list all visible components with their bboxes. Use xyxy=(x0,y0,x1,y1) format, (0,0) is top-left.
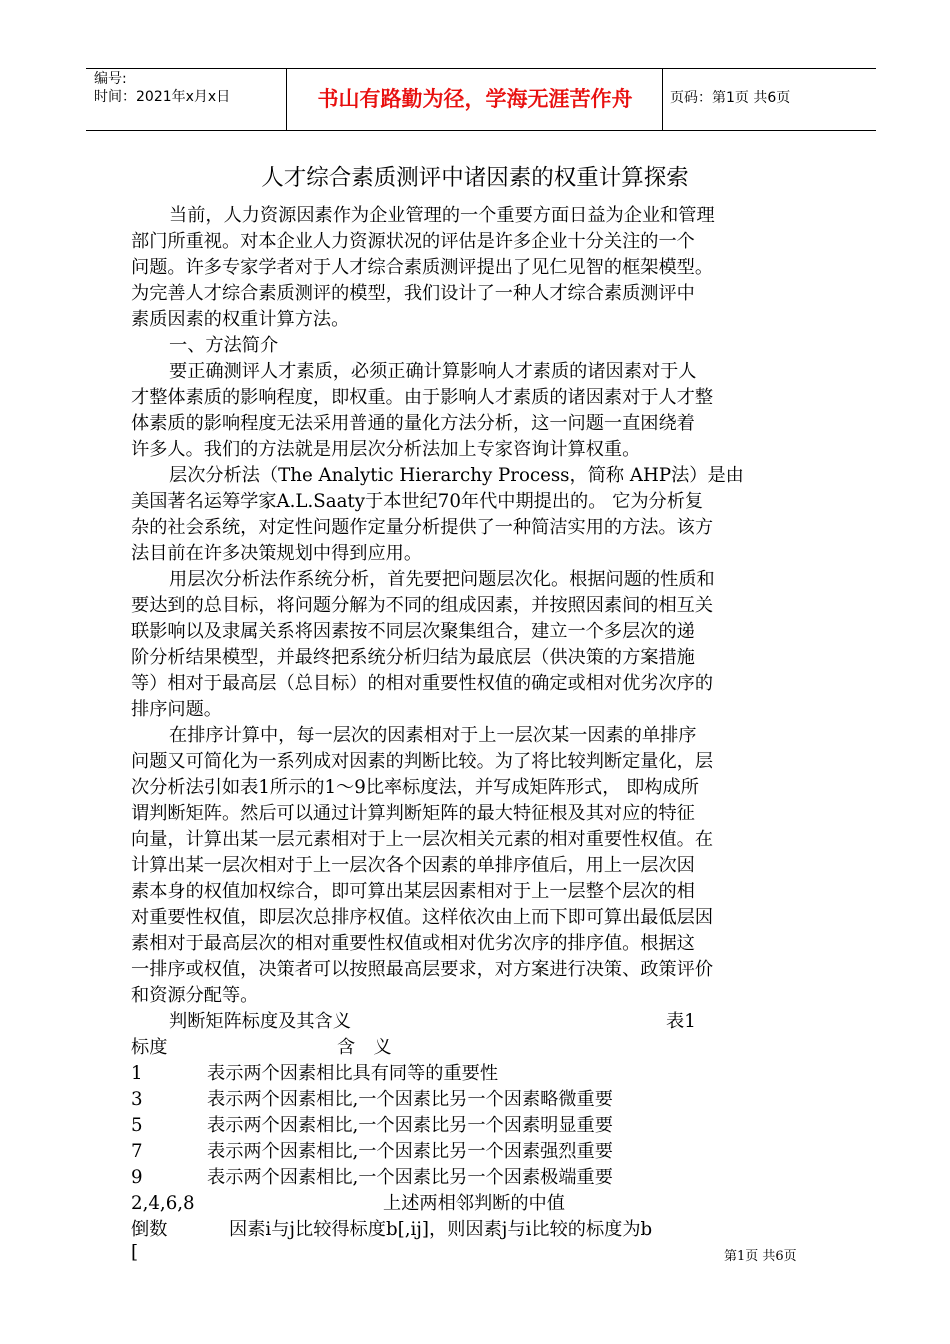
body-line: 层次分析法（The Analytic Hierarchy Process，简称 AHP法）是由 xyxy=(169,465,744,486)
body-line: 当前，人力资源因素作为企业管理的一个重要方面日益为企业和管理 xyxy=(169,205,715,226)
body-line: 许多人。我们的方法就是用层次分析法加上专家咨询计算权重。 xyxy=(131,439,641,460)
body-line: 谓判断矩阵。然后可以通过计算判断矩阵的最大特征根及其对应的特征 xyxy=(131,803,695,824)
body-line: 和资源分配等。 xyxy=(131,985,259,1006)
body-line: 向量，计算出某一层元素相对于上一层次相关元素的相对重要性权值。在 xyxy=(131,829,714,850)
table-trailing-text: [ xyxy=(131,1242,139,1263)
page-header xyxy=(86,68,876,131)
page-footer: 第1页 共6页 xyxy=(724,1249,797,1264)
table-cell-scale: 5 xyxy=(131,1115,143,1136)
body-line: 问题又可简化为一系列成对因素的判断比较。为了将比较判断定量化，层 xyxy=(131,751,714,772)
table-cell-scale: 1 xyxy=(131,1063,143,1084)
body-line: 法目前在许多决策规划中得到应用。 xyxy=(131,543,423,564)
body-line: 用层次分析法作系统分析，首先要把问题层次化。根据问题的性质和 xyxy=(169,569,715,590)
header-motto: 书山有路勤为径，学海无涯苦作舟 xyxy=(317,87,633,111)
body-line: 要达到的总目标，将问题分解为不同的组成因素，并按照因素间的相互关 xyxy=(131,595,714,616)
body-line: 一排序或权值，决策者可以按照最高层要求，对方案进行决策、政策评价 xyxy=(131,959,714,980)
section-heading: 一、方法简介 xyxy=(169,335,279,356)
body-line: 素本身的权值加权综合，即可算出某层因素相对于上一层整个层次的相 xyxy=(131,881,695,902)
table-cell-scale: 7 xyxy=(131,1141,143,1162)
table-cell-meaning: 表示两个因素相比,一个因素比另一个因素明显重要 xyxy=(207,1115,613,1136)
body-line: 要正确测评人才素质，必须正确计算影响人才素质的诸因素对于人 xyxy=(169,361,697,382)
table-cell-meaning: 表示两个因素相比,一个因素比另一个因素略微重要 xyxy=(207,1089,613,1110)
body-line: 问题。许多专家学者对于人才综合素质测评提出了见仁见智的框架模型。 xyxy=(131,257,714,278)
body-line: 联影响以及隶属关系将因素按不同层次聚集组合，建立一个多层次的递 xyxy=(131,621,695,642)
body-line: 对重要性权值，即层次总排序权值。这样依次由上而下即可算出最低层因 xyxy=(131,907,714,928)
body-line: 素质因素的权重计算方法。 xyxy=(131,309,350,330)
header-divider xyxy=(286,69,287,130)
body-line: 美国著名运筹学家A.L.Saaty于本世纪70年代中期提出的。 它为分析复 xyxy=(131,491,704,512)
table-cell-scale: 9 xyxy=(131,1167,143,1188)
body-line: 素相对于最高层次的相对重要性权值或相对优劣次序的排序值。根据这 xyxy=(131,933,695,954)
body-line: 次分析法引如表1所示的1～9比率标度法，并写成矩阵形式， 即构成所 xyxy=(131,777,699,798)
header-divider xyxy=(662,69,663,130)
table-cell-meaning: 因素i与j比较得标度b[,ij]，则因素j与i比较的标度为b xyxy=(229,1219,653,1240)
table-cell-meaning: 表示两个因素相比具有同等的重要性 xyxy=(207,1063,499,1084)
document-title: 人才综合素质测评中诸因素的权重计算探索 xyxy=(261,165,689,191)
table-cell-meaning: 上述两相邻判断的中值 xyxy=(383,1193,565,1214)
body-line: 阶分析结果模型，并最终把系统分析归结为最底层（供决策的方案措施 xyxy=(131,647,695,668)
body-line: 杂的社会系统，对定性问题作定量分析提供了一种简洁实用的方法。该方 xyxy=(131,517,714,538)
body-line: 才整体素质的影响程度，即权重。由于影响人才素质的诸因素对于人才整 xyxy=(131,387,714,408)
table-cell-scale: 倒数 xyxy=(131,1219,168,1240)
table-cell-meaning: 表示两个因素相比,一个因素比另一个因素极端重要 xyxy=(207,1167,613,1188)
header-page-info: 页码：第1页 共6页 xyxy=(670,90,791,106)
body-line: 在排序计算中，每一层次的因素相对于上一层次某一因素的单排序 xyxy=(169,725,697,746)
body-line: 等）相对于最高层（总目标）的相对重要性权值的确定或相对优劣次序的 xyxy=(131,673,714,694)
table-header-scale: 标度 xyxy=(131,1037,168,1058)
body-line: 为完善人才综合素质测评的模型，我们设计了一种人才综合素质测评中 xyxy=(131,283,695,304)
body-line: 计算出某一层次相对于上一层次各个因素的单排序值后，用上一层次因 xyxy=(131,855,695,876)
body-line: 部门所重视。对本企业人力资源状况的评估是许多企业十分关注的一个 xyxy=(131,231,695,252)
table-caption: 判断矩阵标度及其含义 xyxy=(169,1011,351,1032)
table-cell-scale: 2,4,6,8 xyxy=(131,1193,195,1214)
table-header-meaning: 含 义 xyxy=(337,1037,392,1058)
table-cell-meaning: 表示两个因素相比,一个因素比另一个因素强烈重要 xyxy=(207,1141,613,1162)
body-line: 体素质的影响程度无法采用普通的量化方法分析，这一问题一直困绕着 xyxy=(131,413,695,434)
table-cell-scale: 3 xyxy=(131,1089,143,1110)
document-time-label: 时间：2021年x月x日 xyxy=(94,89,231,105)
body-line: 排序问题。 xyxy=(131,699,222,720)
document-number-label: 编号: xyxy=(94,71,127,87)
table-label: 表1 xyxy=(666,1011,696,1032)
